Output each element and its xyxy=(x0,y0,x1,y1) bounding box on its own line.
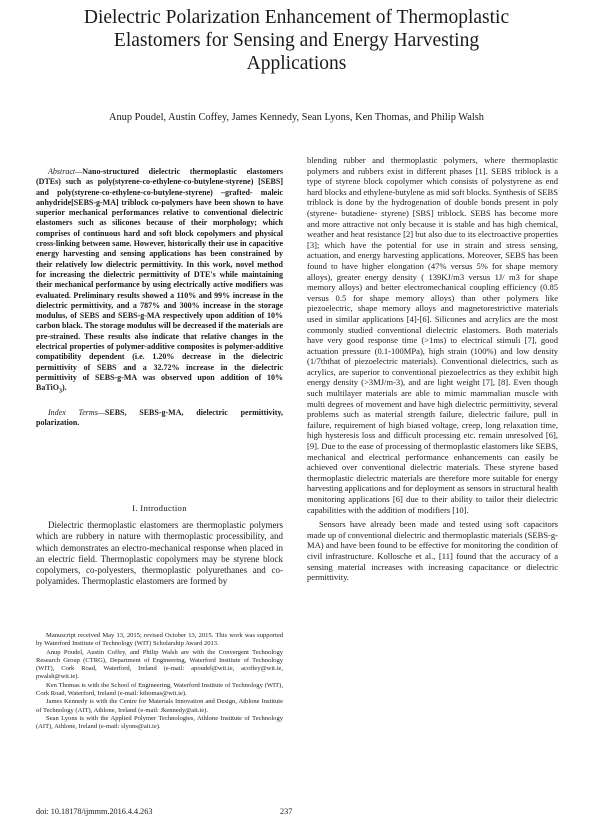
title-line: Applications xyxy=(246,53,347,74)
index-terms-text: SEBS, SEBS-g-MA, dielectric permittivity, polarization. xyxy=(36,408,283,428)
section-heading: I. Introduction xyxy=(132,503,187,513)
footnote: Manuscript received May 13, 2015; revised October 13, 2015. This work was supported by Waterford Institute of Technology (WIT) Scholarship Award 2013. xyxy=(36,632,283,648)
footnote: Anup Poudel, Austin Coffey, and Philip Walsh are with the Convergent Technology Research Group (CTRG), Department of Engineering, Waterford Institute of Technology (WIT), Cork Road, Waterford, Ireland (e-mail: apoudel@wit.ie, acoffey@wit.ie, pwalsh@wit.ie). xyxy=(36,648,283,681)
paper-title xyxy=(20,6,573,75)
intro-left-column xyxy=(36,520,283,588)
footnote: Ken Thomas is with the School of Engineering, Waterford Institute of Technology (WIT), Cork Road, Waterford, Ireland (e-mail: kthomas@wit.ie). xyxy=(36,681,283,698)
footnotes xyxy=(36,632,283,732)
index-terms xyxy=(36,408,283,429)
body-paragraph: blending rubber and thermoplastic polymers, where thermoplastic polymers and rubbers exist in different phases [1]. SEBS triblock is a type of styrene block copolymer which consists of polystyrene as end hard blocks and ethylene-butylene as mid soft blocks. Synthesis of SEBS triblock is done by the hydrogenation of double bonds present in poly (styrene- butadiene- styrene) [SBS] triblock. SEBS has become more and more attractive not only because it is stable and has high chemical, weather and heat resistance [2] but also due to its electroactive properties [3]; which have the potential for use in strain and stress sensing, actuation, and energy harvesting applications. Moreover, SEBS has been found to have higher elongation (47% versus 5% for shape memory alloys), greater energy density ( 139KJ/m3 versus 1J/ m3 for shape memory alloys) and better electromechanical coupling efficiency (0.85 versus 0.5 for shape memory alloys) than other polymers like piezoelectric, shape memory alloys and magnetorestrictive materials used in similar applications [4]-[6]. Silicones and acrylics are the most commonly studied conventional dielectric elastomers. Both materials have very good response time (>1ms) to electrical stimuli [7], good actuation pressure (0.1-100MPa), high strain (100%) and low density (1/7ththat of piezoelectric materials). Conventional dielectrics, such as acrylics, are superior to conventional piezoelectrics as they exhibit high energy density (>3MJ/m-3), and are light weight [7], [8]. Even though such multilayer materials are able to mimic mammalian muscle with multi degrees of movement and have high dielectric permittivity, several problems such as material strength failure, dielectric failure, pull in failure, requirement of high biased voltage, creep, long relaxation time, high hysteresis loss and difficult processing etc. remain unresolved [6], [9]. Due to the ease of processing of thermoplastic elastomers like SEBS, mechanical and electrical performance enhancements can easily be achieved over conventional dielectric materials. These styrene based thermoplastic dielectric materials are therefore more suitable for energy harvesting applications and for deployment as sensors in structural health monitoring applications [6] due to their ability to tailor their dielectric capabilities with the addition of modifiers [10]. xyxy=(307,155,558,515)
footnote: Sean Lyons is with the Applied Polymer Technologies, Athlone Institute of Technology (AIT), Athlone, Ireland (e-mail: slyons@ait.ie). xyxy=(36,714,283,731)
body-paragraph: Sensors have already been made and tested using soft capacitors made up of conventional dielectric and thermoplastic materials (SEBS-g-MA) and have been found to be effective for monitoring the condition of civil infrastructure. Kollosche et al., [11] found that the accuracy of a sensing material increases with increasing capacitance or dielectric permittivity. xyxy=(307,519,558,583)
abstract-paragraph xyxy=(36,167,283,397)
author-list: Anup Poudel, Austin Coffey, James Kennedy, Sean Lyons, Ken Thomas, and Philip Walsh xyxy=(108,112,485,123)
title-line: Elastomers for Sensing and Energy Harvesting xyxy=(113,30,480,51)
index-terms-label: Index Terms— xyxy=(48,408,105,418)
footnote: James Kennedy is with the Centre for Materials Innovation and Design, Athlone Institute of Technology (AIT), Athlone, Ireland (e-mail: Jkennedy@ait.ie). xyxy=(36,698,283,714)
abstract-subscript: 3 xyxy=(58,388,62,395)
abstract-end: ). xyxy=(61,383,67,393)
abstract-label: Abstract— xyxy=(48,167,83,176)
abstract-text: Nano-structured dielectric thermoplastic elastomers (DTEs) such as poly(styrene-co-ethylene-co-butylene-styrene) [SEBS] and poly(styrene-co-ethylene-co-butylene-styrene) –grafted- maleic anhydride[SEBS-g-MA] triblock co-polymers have been shown to have superior mechanical performances relative to conventional dielectric elastomers such as silicones because of their morphology; which comprises of continuous hard and soft block copolymers and physical cross-linking between same. However, historically their use in capacitive energy harvesting and sensing applications has been constrained by their relatively low dielectric permittivity. In this work, novel method for increasing the dielectric permittivity of DTE's while maintaining their mechanical performance by using electrically active modifiers was evaluated. Preliminary results showed a 110% and 99% increase in the dielectric permittivity, and a 787% and 300% increase in the storage modulus, of SEBS and SEBS-g-MA respectively upon addition of 10% carbon black. The storage modulus will be decreased if the materials are pre-strained. These results also indicate that relative changes in the electrical properties of polymer-additive composites is polymer-additive compatibility dependent (i.e. 1.20% decrease in the dielectric permittivity of SEBS and a 32.72% increase in the dielectric permittivity of SEBS-g-MA was observed upon addition of 10% BaTiO xyxy=(36,167,283,393)
page-number: 237 xyxy=(280,807,293,816)
intro-paragraph: Dielectric thermoplastic elastomers are thermoplastic polymers which are rubbery in nature with thermoplastic processibility, and which demonstrates an electro-mechanical response when placed in an electric field. Thermoplastic copolymers may be styrene block copolymers, co-polyesters, thermoplastic polyurethanes and co-polyamides. Thermoplastic elastomers are formed by xyxy=(36,520,283,587)
right-column xyxy=(307,155,558,583)
title-line: Dielectric Polarization Enhancement of Thermoplastic xyxy=(83,7,510,28)
doi-footer: doi: 10.18178/ijmmm.2016.4.4.263 xyxy=(36,807,153,816)
abstract xyxy=(36,167,283,429)
